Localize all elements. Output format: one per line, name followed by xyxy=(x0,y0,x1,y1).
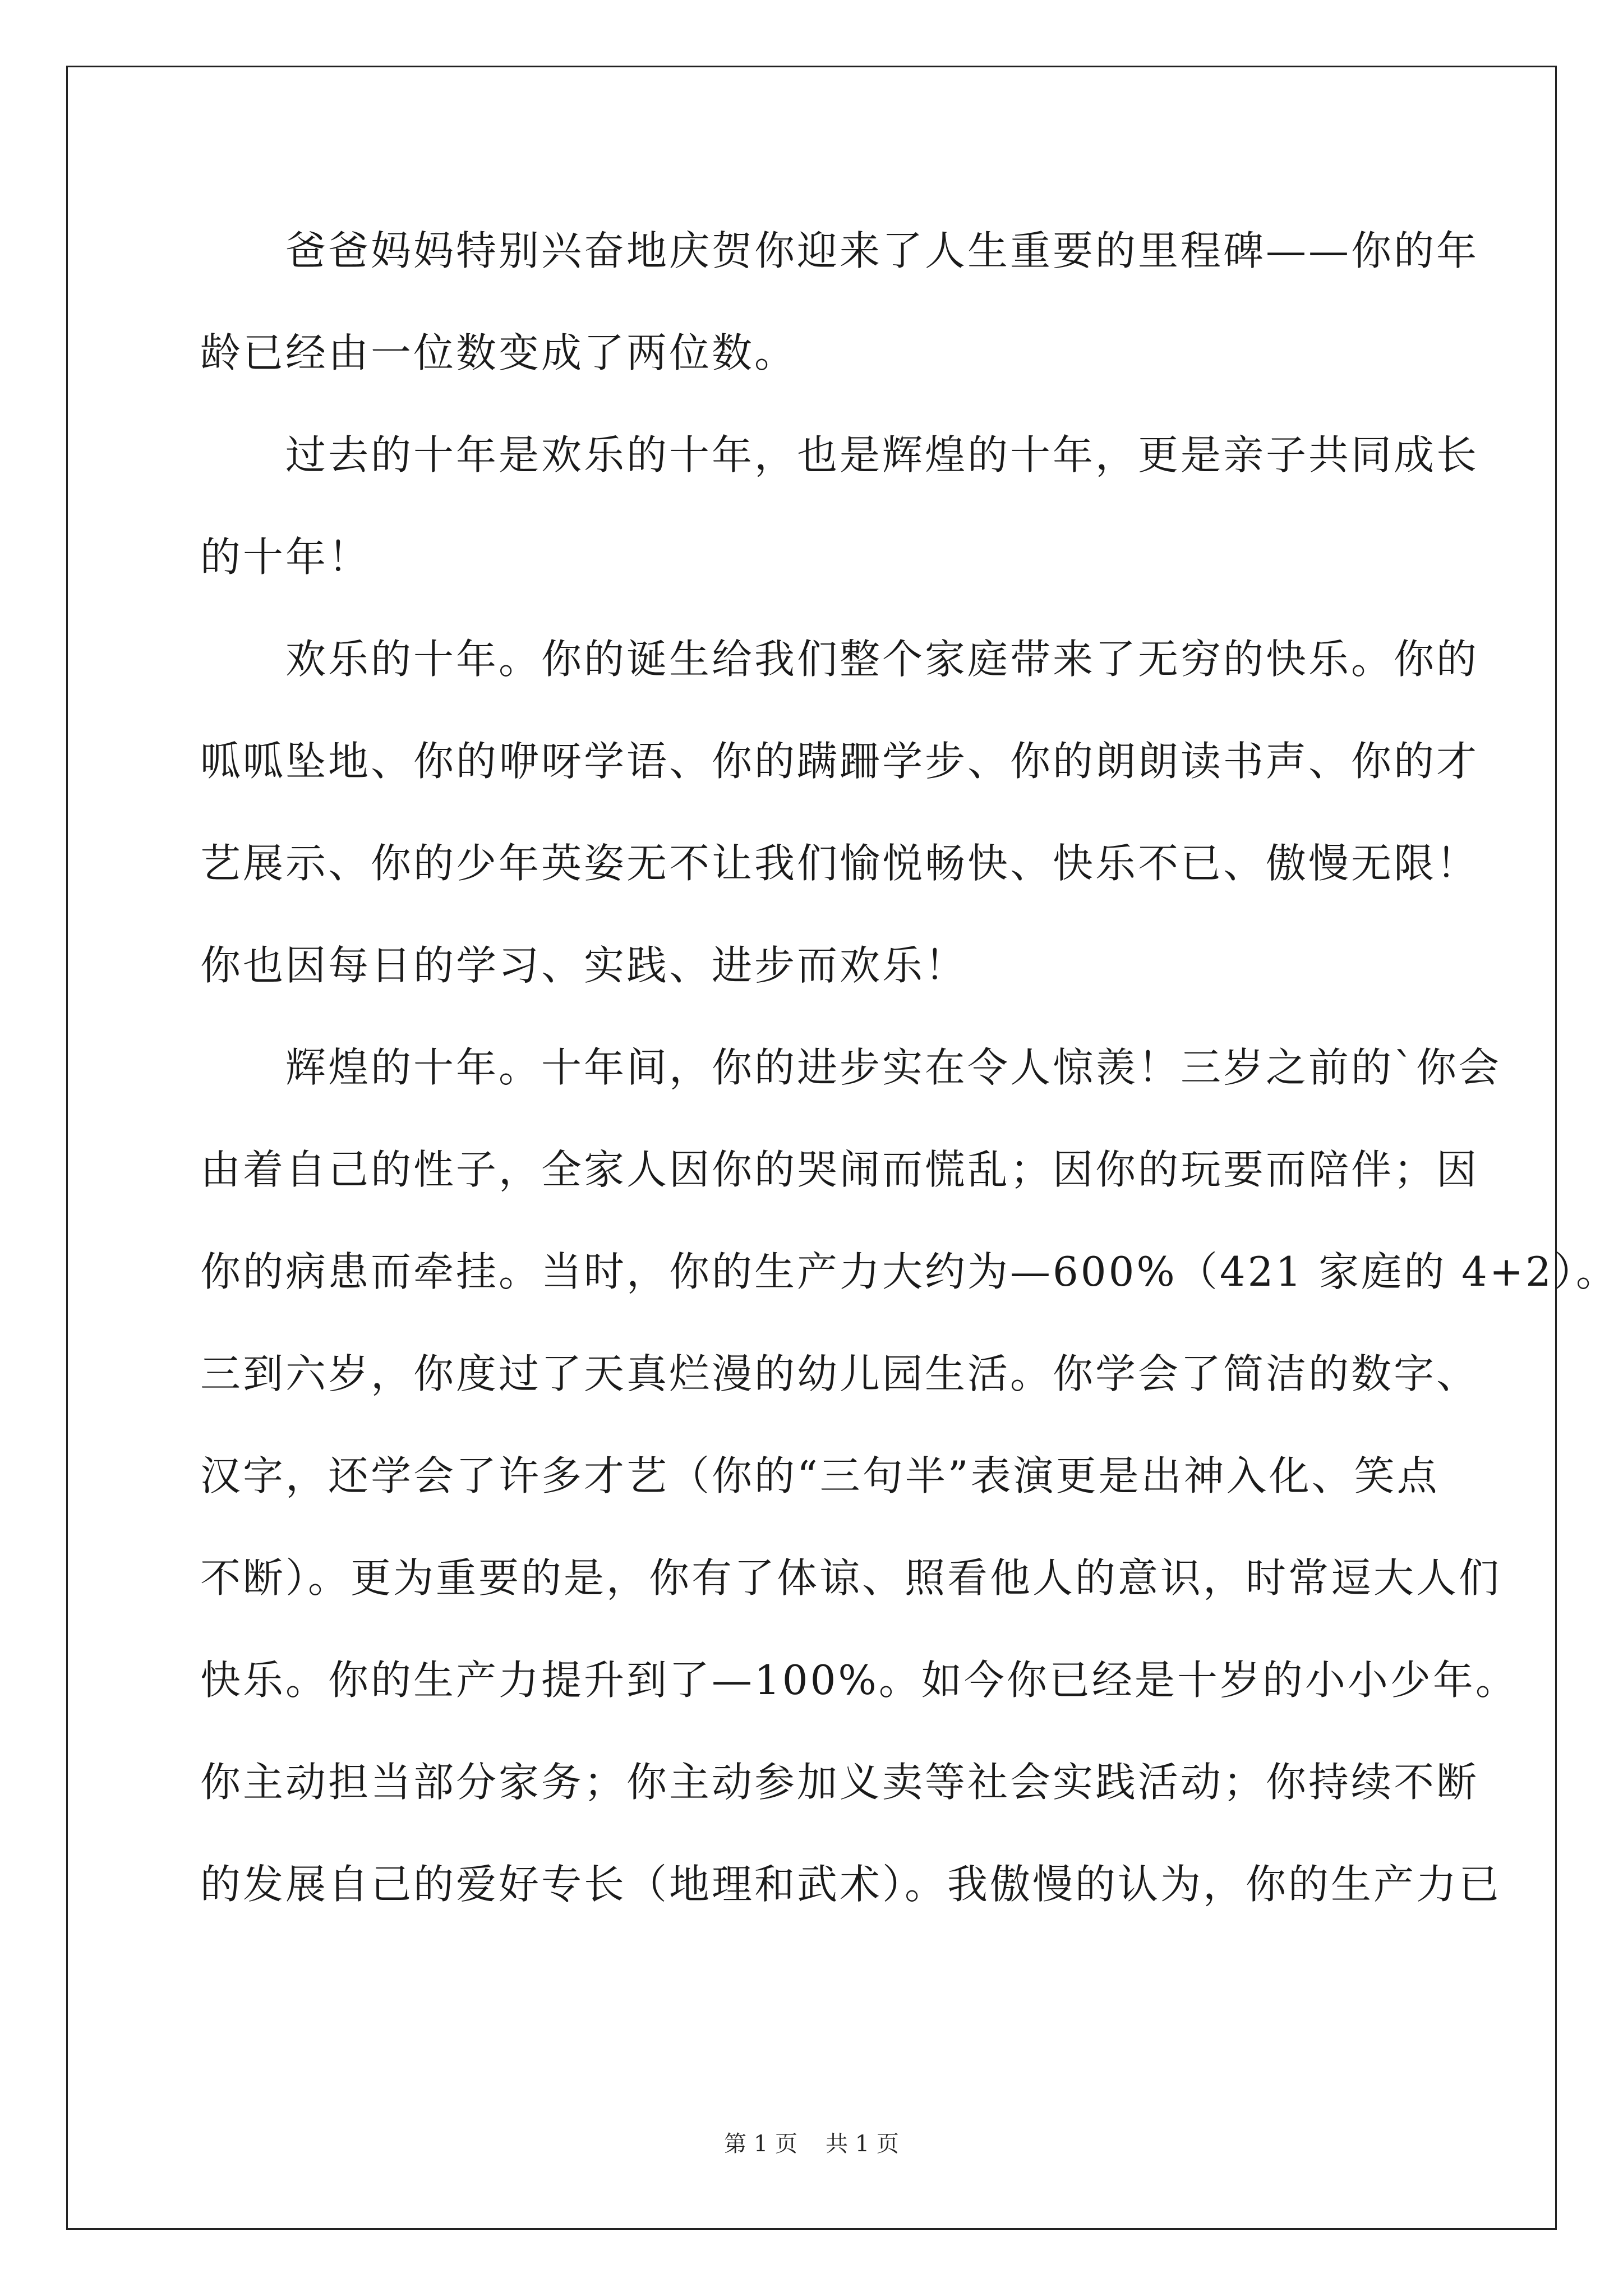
text-line: 你主动担当部分家务；你主动参加义卖等社会实践活动；你持续不断 xyxy=(200,1759,1479,1806)
page-total: 共 1 页 xyxy=(826,2131,899,2157)
text-line: 艺展示、你的少年英姿无不让我们愉悦畅快、快乐不已、傲慢无限！ xyxy=(200,840,1479,887)
text-line: 龄已经由一位数变成了两位数。 xyxy=(200,329,797,376)
text-line: 三到六岁，你度过了天真烂漫的幼儿园生活。你学会了简洁的数字、 xyxy=(200,1350,1479,1397)
text-line: 不断）。更为重要的是，你有了体谅、照看他人的意识，时常逗大人们 xyxy=(200,1554,1502,1602)
page-number: 第 1 页 xyxy=(724,2131,797,2157)
text-line: 由着自己的性子，全家人因你的哭闹而慌乱；因你的玩要而陪伴；因 xyxy=(200,1146,1479,1193)
text-line: 过去的十年是欢乐的十年，也是辉煌的十年，更是亲子共同成长 xyxy=(285,431,1479,478)
text-line: 爸爸妈妈特别兴奋地庆贺你迎来了人生重要的里程碑——你的年 xyxy=(285,227,1479,274)
text-line: 的十年！ xyxy=(200,533,371,581)
text-line: 你也因每日的学习、实践、进步而欢乐！ xyxy=(200,942,968,989)
text-line: 汉字，还学会了许多才艺（你的“三句半”表演更是出神入化、笑点 xyxy=(200,1452,1440,1499)
text-line: 的发展自己的爱好专长（地理和武术）。我傲慢的认为，你的生产力已 xyxy=(200,1861,1502,1908)
document-body xyxy=(200,214,1619,1950)
text-line: 辉煌的十年。十年间，你的进步实在令人惊羡！三岁之前的`你会 xyxy=(285,1044,1502,1091)
text-line: 欢乐的十年。你的诞生给我们整个家庭带来了无穷的快乐。你的 xyxy=(285,636,1479,683)
text-line: 快乐。你的生产力提升到了—100%。如今你已经是十岁的小小少年。 xyxy=(200,1657,1518,1704)
text-line: 呱呱坠地、你的咿呀学语、你的蹒跚学步、你的朗朗读书声、你的才 xyxy=(200,738,1479,785)
page-footer xyxy=(0,2126,1623,2158)
text-line: 你的病患而牵挂。当时，你的生产力大约为—600%（421 家庭的 4+2）。 xyxy=(200,1248,1619,1295)
